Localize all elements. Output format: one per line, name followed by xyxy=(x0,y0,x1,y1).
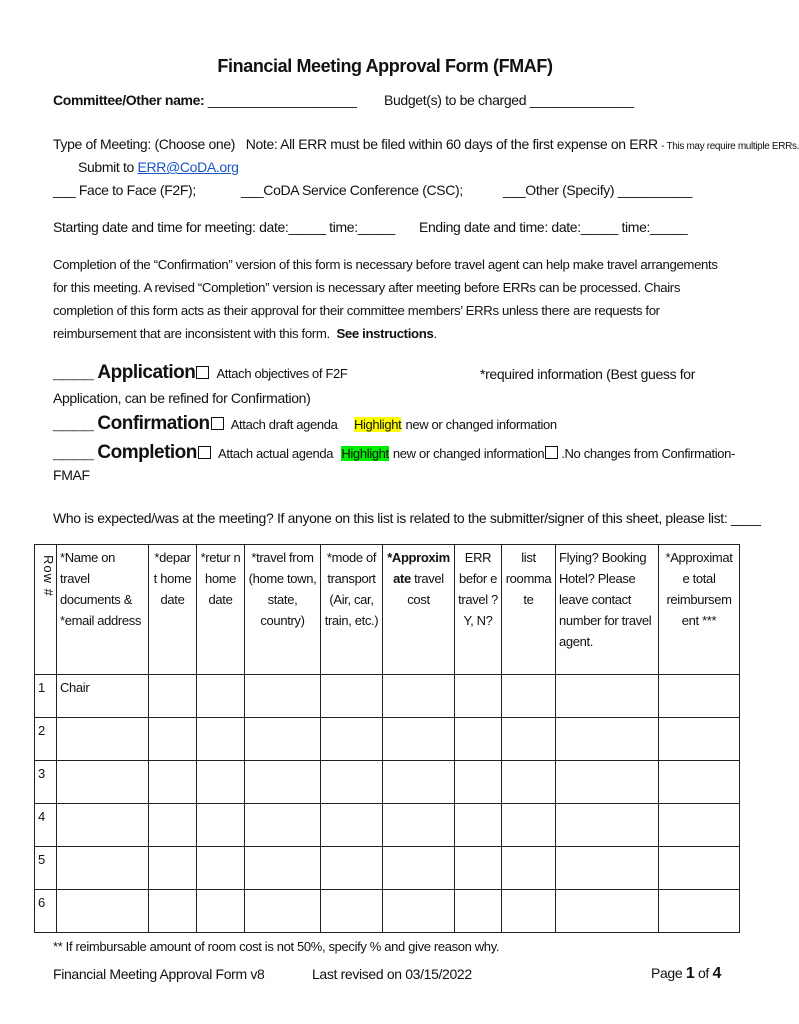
cell[interactable] xyxy=(556,847,659,890)
meeting-type-line xyxy=(53,136,799,152)
table-row xyxy=(35,804,740,847)
option-csc[interactable]: ___CoDA Service Conference (CSC); xyxy=(241,182,463,198)
table-row xyxy=(35,675,740,718)
cell[interactable] xyxy=(321,718,383,761)
completion-paragraph-text: Completion of the “Confirmation” version of this form is necessary before travel agent can help make travel arrangements for this meeting. A revised “Completion” version is necessary after meeting before ERRs can be processed. Chairs completion of this form acts as their approval for their committee members’ ERRs unless there are requests for reimbursement that are inconsistent with this form. xyxy=(53,257,718,341)
cell-name[interactable] xyxy=(57,847,149,890)
row-number: 1 xyxy=(35,675,57,718)
header-approx-bold: *Approxim ate xyxy=(387,550,450,586)
cell[interactable] xyxy=(455,847,502,890)
cell[interactable] xyxy=(556,890,659,933)
meeting-type-label: Type of Meeting: (Choose one) xyxy=(53,136,236,152)
completion-attach: Attach actual agenda xyxy=(218,446,334,461)
footer-page-of: of xyxy=(697,965,709,981)
cell[interactable] xyxy=(659,718,740,761)
cell-name[interactable]: Chair xyxy=(57,675,149,718)
budget-blank[interactable]: ______________ xyxy=(529,92,634,108)
cell[interactable] xyxy=(659,847,740,890)
footer-page-number xyxy=(651,965,721,983)
cell[interactable] xyxy=(502,847,556,890)
cell[interactable] xyxy=(556,761,659,804)
cell[interactable] xyxy=(197,718,245,761)
form-title: Financial Meeting Approval Form (FMAF) xyxy=(217,56,553,76)
cell[interactable] xyxy=(556,804,659,847)
header-return: *retur n home date xyxy=(197,545,245,675)
cell[interactable] xyxy=(245,761,321,804)
committee-line xyxy=(53,92,357,108)
committee-blank[interactable]: ____________________ xyxy=(207,92,357,108)
meeting-note-small: - This may require multiple ERRs. xyxy=(661,141,799,152)
application-attach: Attach objectives of F2F xyxy=(216,366,348,381)
confirmation-blank[interactable]: ____ xyxy=(53,413,94,434)
submit-line xyxy=(78,159,239,175)
end-date-time[interactable]: Ending date and time: date:_____ time:_____ xyxy=(419,219,688,235)
confirmation-label: Confirmation xyxy=(97,413,210,434)
highlight-green: Highlight xyxy=(341,446,389,461)
cell[interactable] xyxy=(197,675,245,718)
header-approx-cost xyxy=(383,545,455,675)
option-other[interactable]: ___Other (Specify) __________ xyxy=(503,182,693,198)
cell-name[interactable] xyxy=(57,761,149,804)
header-err-before: ERR befor e travel ? Y, N? xyxy=(455,545,502,675)
application-row xyxy=(53,362,348,384)
committee-label: Committee/Other name: xyxy=(53,92,205,108)
see-instructions: See instructions xyxy=(336,326,434,341)
application-checkbox[interactable] xyxy=(196,366,209,379)
table-row xyxy=(35,847,740,890)
cell[interactable] xyxy=(502,890,556,933)
row-number: 6 xyxy=(35,890,57,933)
cell[interactable] xyxy=(659,804,740,847)
option-f2f[interactable]: ___ Face to Face (F2F); xyxy=(53,182,196,198)
cell[interactable] xyxy=(455,804,502,847)
confirmation-checkbox[interactable] xyxy=(211,417,224,430)
application-label: Application xyxy=(97,362,196,383)
cell[interactable] xyxy=(197,761,245,804)
cell[interactable] xyxy=(455,675,502,718)
cell[interactable] xyxy=(383,847,455,890)
cell[interactable] xyxy=(197,890,245,933)
cell[interactable] xyxy=(245,675,321,718)
row-number: 5 xyxy=(35,847,57,890)
completion-new-changed: new or changed information xyxy=(392,446,545,461)
cell[interactable] xyxy=(502,718,556,761)
footer-page-total: 4 xyxy=(712,965,722,982)
header-approx-rest: travel cost xyxy=(407,571,444,607)
budget-line xyxy=(384,92,634,108)
confirmation-attach: Attach draft agenda xyxy=(230,417,338,432)
completion-label: Completion xyxy=(97,442,197,463)
row-number: 2 xyxy=(35,718,57,761)
cell[interactable] xyxy=(149,890,197,933)
footnote: ** If reimbursable amount of room cost is not 50%, specify % and give reason why. xyxy=(53,939,500,954)
cell-name[interactable] xyxy=(57,718,149,761)
header-total: *Approximat e total reimbursem ent *** xyxy=(659,545,740,675)
header-roommate: list roomma te xyxy=(502,545,556,675)
cell[interactable] xyxy=(383,804,455,847)
completion-row xyxy=(53,442,735,464)
cell[interactable] xyxy=(321,761,383,804)
start-date-time[interactable]: Starting date and time for meeting: date:_____ time:_____ xyxy=(53,219,395,235)
application-continued: Application, can be refined for Confirmation) xyxy=(53,390,311,406)
cell[interactable] xyxy=(659,890,740,933)
cell[interactable] xyxy=(149,804,197,847)
cell[interactable] xyxy=(383,675,455,718)
cell[interactable] xyxy=(383,890,455,933)
cell[interactable] xyxy=(149,761,197,804)
required-info: *required information (Best guess for xyxy=(480,366,696,382)
attendee-table xyxy=(34,544,740,933)
table-header-row xyxy=(35,545,740,675)
row-number-header-text: Row # xyxy=(41,555,56,597)
cell[interactable] xyxy=(383,761,455,804)
cell[interactable] xyxy=(245,804,321,847)
cell[interactable] xyxy=(455,890,502,933)
table-row xyxy=(35,718,740,761)
cell-name[interactable] xyxy=(57,804,149,847)
cell[interactable] xyxy=(659,761,740,804)
highlight-yellow: Highlight xyxy=(353,417,402,432)
cell[interactable] xyxy=(659,675,740,718)
cell-name[interactable] xyxy=(57,890,149,933)
cell[interactable] xyxy=(149,675,197,718)
cell[interactable] xyxy=(197,847,245,890)
cell[interactable] xyxy=(149,847,197,890)
no-changes-checkbox[interactable] xyxy=(545,446,558,459)
cell[interactable] xyxy=(321,675,383,718)
header-mode: *mode of transport (Air, car, train, etc.) xyxy=(321,545,383,675)
cell[interactable] xyxy=(556,675,659,718)
header-flying: Flying? Booking Hotel? Please leave contact number for travel agent. xyxy=(556,545,659,675)
confirmation-new-changed: new or changed information xyxy=(405,417,557,432)
cell[interactable] xyxy=(245,847,321,890)
cell[interactable] xyxy=(383,718,455,761)
completion-blank[interactable]: ____ xyxy=(53,442,94,463)
cell[interactable] xyxy=(502,675,556,718)
cell[interactable] xyxy=(149,718,197,761)
cell[interactable] xyxy=(502,761,556,804)
footer-form-version: Financial Meeting Approval Form v8 xyxy=(53,966,265,982)
header-travel-from: *travel from (home town, state, country) xyxy=(245,545,321,675)
cell[interactable] xyxy=(502,804,556,847)
cell[interactable] xyxy=(455,761,502,804)
budget-label: Budget(s) to be charged xyxy=(384,92,527,108)
confirmation-row xyxy=(53,413,557,435)
row-number: 4 xyxy=(35,804,57,847)
no-changes-text: .No changes from Confirmation- xyxy=(561,446,735,461)
meeting-note: Note: All ERR must be filed within 60 days of the first expense on ERR xyxy=(245,136,658,152)
completion-checkbox[interactable] xyxy=(198,446,211,459)
footer-page-current: 1 xyxy=(685,965,695,982)
table-row xyxy=(35,761,740,804)
cell[interactable] xyxy=(556,718,659,761)
row-number: 3 xyxy=(35,761,57,804)
submit-text: Submit to xyxy=(78,159,134,175)
cell[interactable] xyxy=(197,804,245,847)
row-number-header xyxy=(35,545,57,675)
cell[interactable] xyxy=(245,890,321,933)
cell[interactable] xyxy=(321,847,383,890)
cell[interactable] xyxy=(455,718,502,761)
completion-paragraph: Completion of the “Confirmation” version of this form is necessary before travel agent can help make travel arrangements for this meeting. A revised “Completion” version is necessary after meeting before ERRs can be processed. Chairs completion of this form acts as their approval for their committee members’ ERRs unless there are requests for reimbursement that are inconsistent with this form. See instructions. xyxy=(53,257,718,341)
cell[interactable] xyxy=(321,804,383,847)
cell[interactable] xyxy=(245,718,321,761)
cell[interactable] xyxy=(321,890,383,933)
footer-revised-date: Last revised on 03/15/2022 xyxy=(312,966,472,982)
application-blank[interactable]: ____ xyxy=(53,362,94,383)
footer-page-pre: Page xyxy=(651,965,683,981)
header-name: *Name on travel documents & *email address xyxy=(57,545,149,675)
submit-email-link[interactable]: ERR@CoDA.org xyxy=(137,159,239,175)
fmaf-continued: FMAF xyxy=(53,467,90,483)
header-depart: *depar t home date xyxy=(149,545,197,675)
who-expected[interactable]: Who is expected/was at the meeting? If anyone on this list is related to the submitter/signer of this sheet, please list: ____ xyxy=(53,510,761,526)
table-row xyxy=(35,890,740,933)
